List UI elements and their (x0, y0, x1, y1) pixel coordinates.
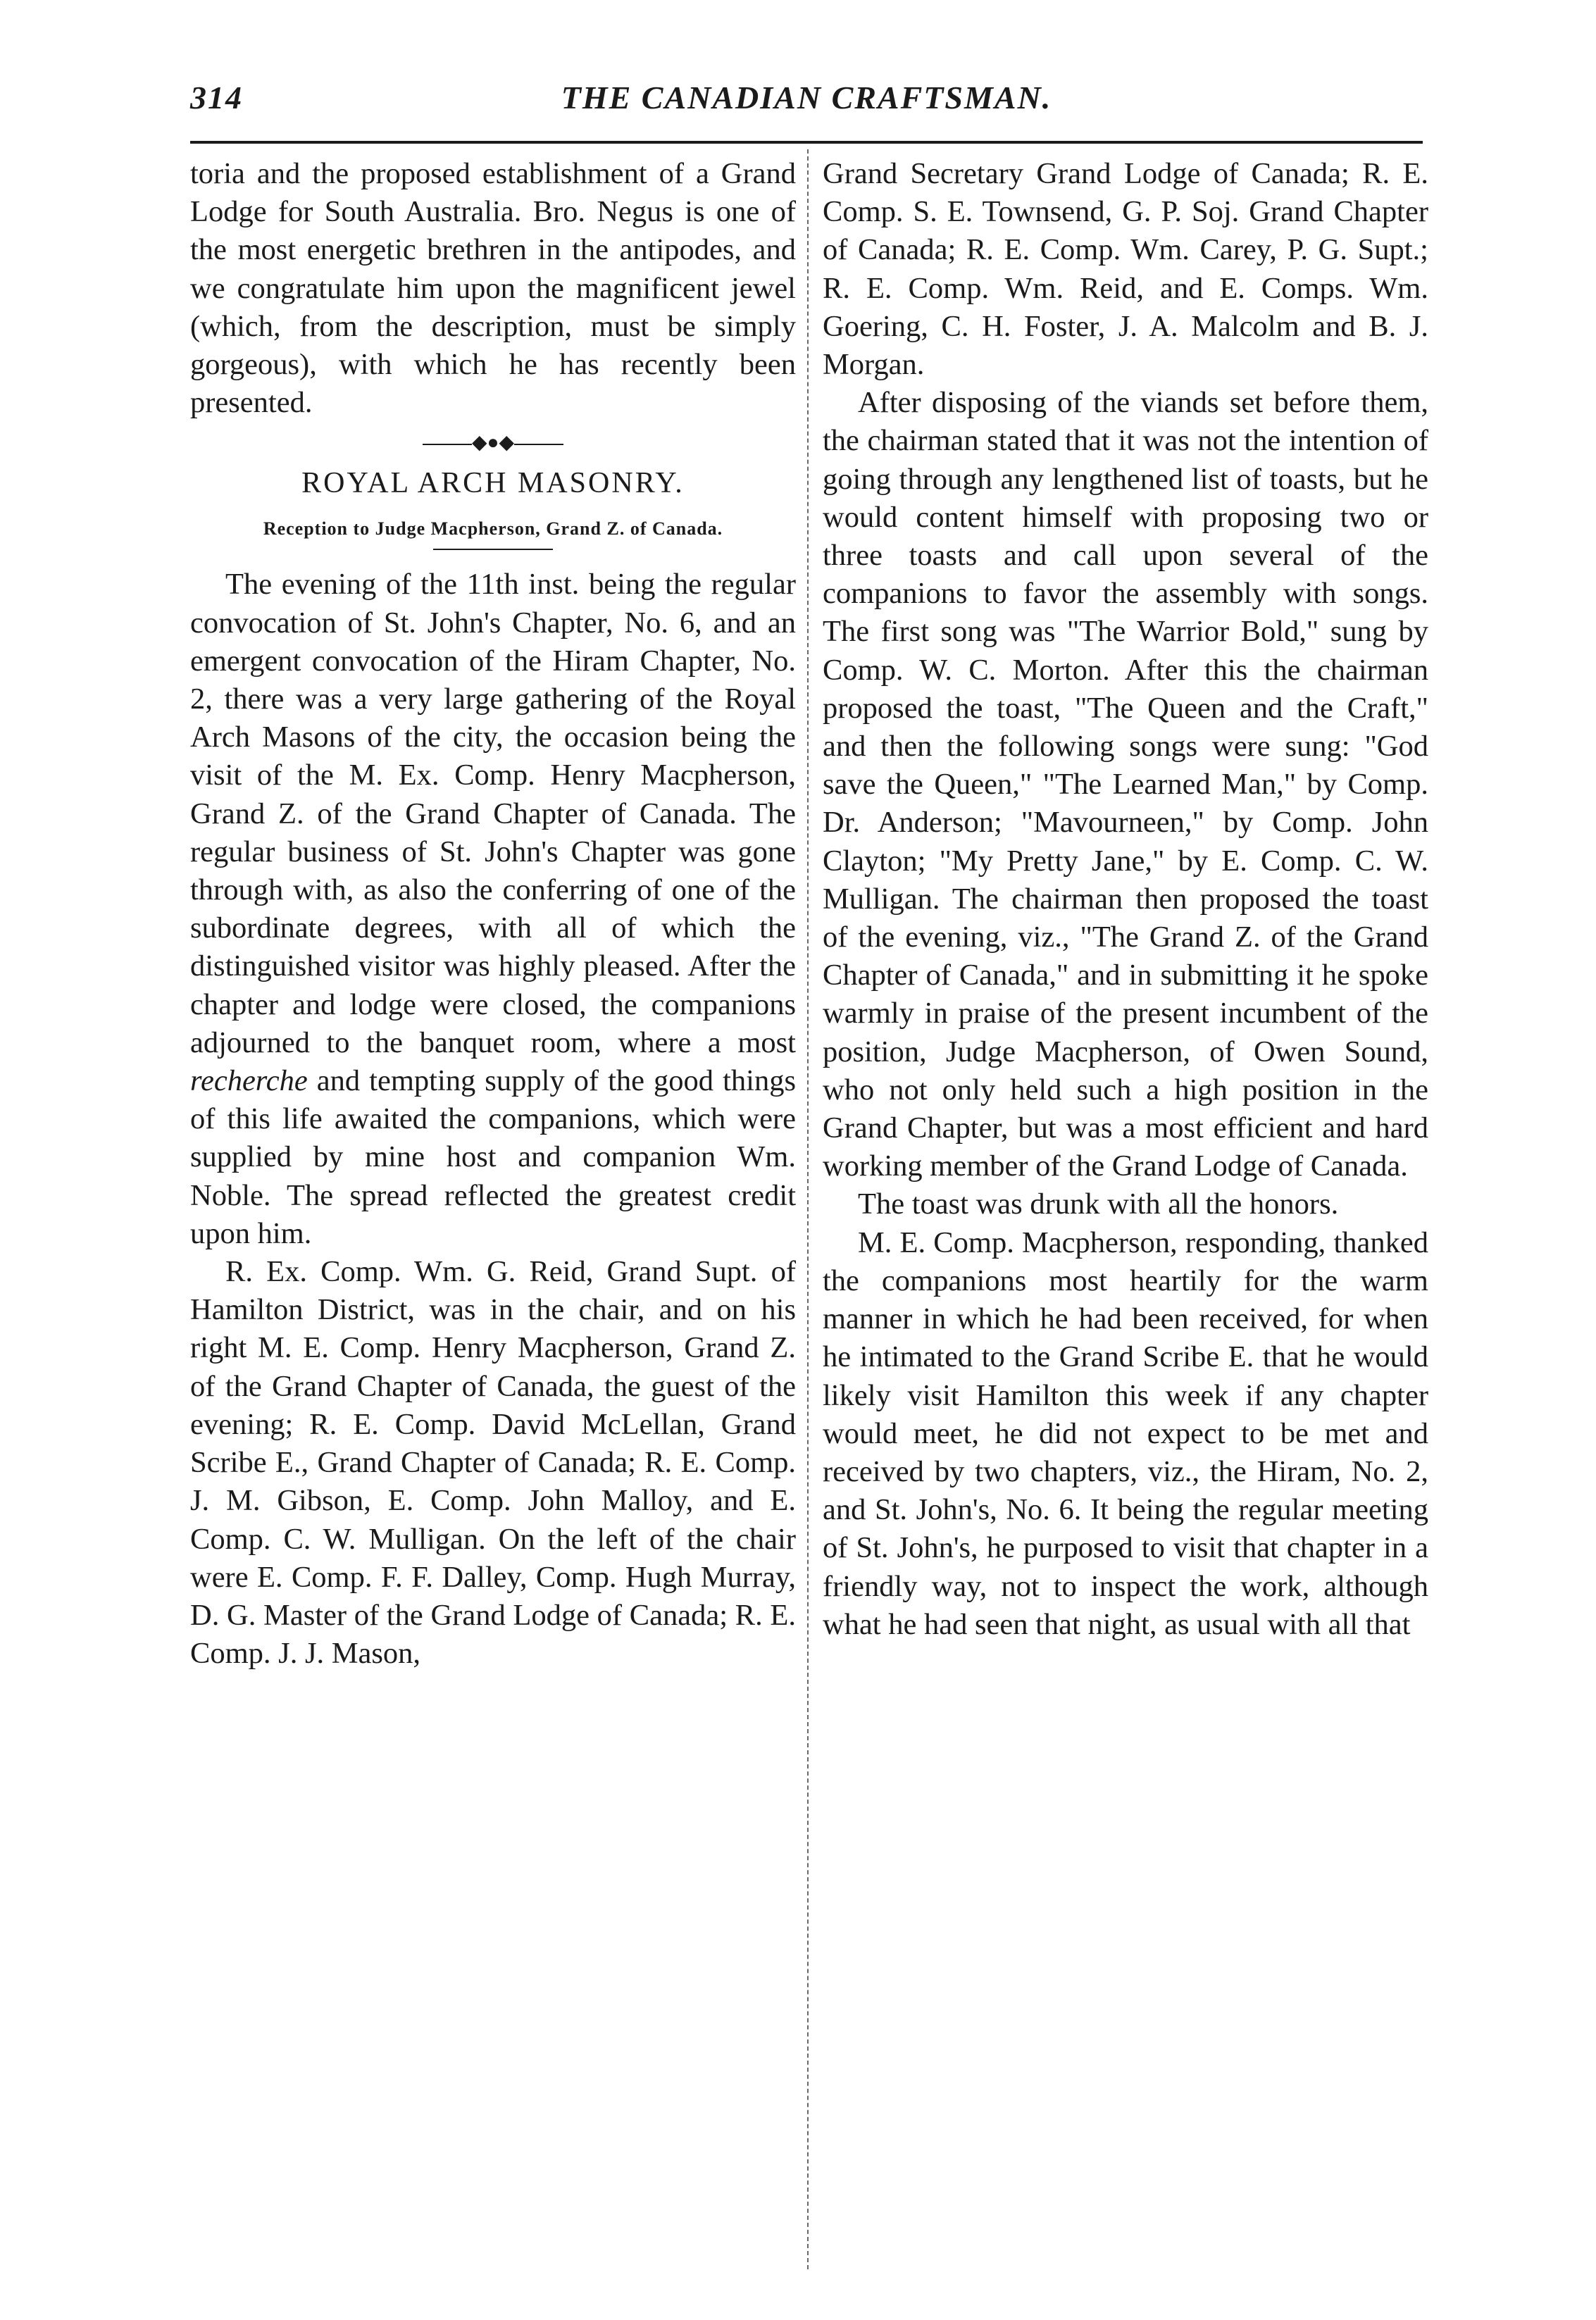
left-column (190, 155, 796, 1673)
article-paragraph: M. E. Comp. Macpherson, responding, thanked the companions most heartily for the warm manner in which he had been received, for when he intimated to the Grand Scribe E. that he would likely visit Hamilton this week if any chapter would meet, he did not expect to be met and received by two chapters, viz., the Hiram, No. 2, and St. John's, No. 6. It being the regular meeting of St. John's, he purposed to visit that chapter in a friendly way, not to inspect the work, although what he had seen that night, as usual with all that (823, 1226, 1428, 1641)
ornament-divider: ◆●◆ (190, 432, 796, 454)
continued-paragraph: toria and the proposed establishment of a Grand Lodge for South Australia. Bro. Negus is one of the most energetic brethren in the antipodes, and we congratulate him upon the magnificent jewel (which, from the description, must be simply gorgeous), with which he has recently been presented. (190, 157, 796, 420)
page-number: 314 (190, 80, 243, 116)
article-paragraph: R. Ex. Comp. Wm. G. Reid, Grand Supt. of Hamilton District, was in the chair, and on his right M. E. Comp. Henry Macpherson, Grand Z. of the Grand Chapter of Canada, the guest of the evening; R. E. Comp. David McLellan, Grand Scribe E., Grand Chapter of Canada; R. E. Comp. J. M. Gibson, E. Comp. John Malloy, and E. Comp. C. W. Mulligan. On the left of the chair were E. Comp. F. F. Dalley, Comp. Hugh Murray, D. G. Master of the Grand Lodge of Canada; R. E. Comp. J. J. Mason, (190, 1255, 796, 1671)
italic-word: recherche (190, 1064, 308, 1098)
section-heading: ROYAL ARCH MASONRY. (301, 467, 685, 500)
running-head (190, 79, 1423, 128)
article-paragraph: The toast was drunk with all the honors. (858, 1187, 1339, 1221)
column-divider (807, 149, 809, 2269)
subheading-rule (433, 549, 553, 550)
header-rule (190, 141, 1423, 144)
right-column (823, 155, 1428, 1644)
article-paragraph: After disposing of the viands set before them, the chairman stated that it was not the intention of going through any lengthened list of toasts, but he would content himself with proposing two or three toasts and call upon several of the companions to favor the assembly with songs. The first song was "The Warrior Bold," sung by Comp. W. C. Morton. After this the chairman proposed the toast, "The Queen and the Craft," and then the following songs were sung: "God save the Queen," "The Learned Man," by Comp. Dr. Anderson; "Mavourneen," by Comp. John Clayton; "My Pretty Jane," by E. Comp. C. W. Mulligan. The chairman then proposed the toast of the evening, viz., "The Grand Z. of the Grand Chapter of Canada," and in submitting it he spoke warmly in praise of the present incumbent of the position, Judge Macpherson, of Owen Sound, who not only held such a high position in the Grand Chapter, but was a most efficient and hard working member of the Grand Lodge of Canada. (823, 386, 1428, 1183)
journal-title: THE CANADIAN CRAFTSMAN. (561, 80, 1052, 116)
paragraph-text: The evening of the 11th inst. being the regular convocation of St. John's Chapter, No. 6, and an emergent convocation of the Hiram Chapter, No. 2, there was a very large gathering of the Royal Arch Masons of the city, the occasion being the visit of the M. Ex. Comp. Henry Macpherson, Grand Z. of the Grand Chapter of Canada. The regular business of St. John's Chapter was gone through with, as also the conferring of one of the subordinate degrees, with all of which the distinguished visitor was highly pleased. After the chapter and lodge were closed, the companions adjourned to the banquet room, where a most (190, 568, 796, 1059)
article-paragraph: Grand Secretary Grand Lodge of Canada; R. E. Comp. S. E. Townsend, G. P. Soj. Grand Chapter of Canada; R. E. Comp. Wm. Carey, P. G. Supt.; R. E. Comp. Wm. Reid, and E. Comps. Wm. Goering, C. H. Foster, J. A. Malcolm and B. J. Morgan. (823, 157, 1428, 382)
article-subheading: Reception to Judge Macpherson, Grand Z. of Canada. (263, 518, 723, 540)
article-paragraph (190, 566, 796, 1253)
paragraph-text: and tempting supply of the good things of this life awaited the companions, which were supplied by mine host and companion Wm. Noble. The spread reflected the greatest credit upon him. (190, 1064, 796, 1250)
